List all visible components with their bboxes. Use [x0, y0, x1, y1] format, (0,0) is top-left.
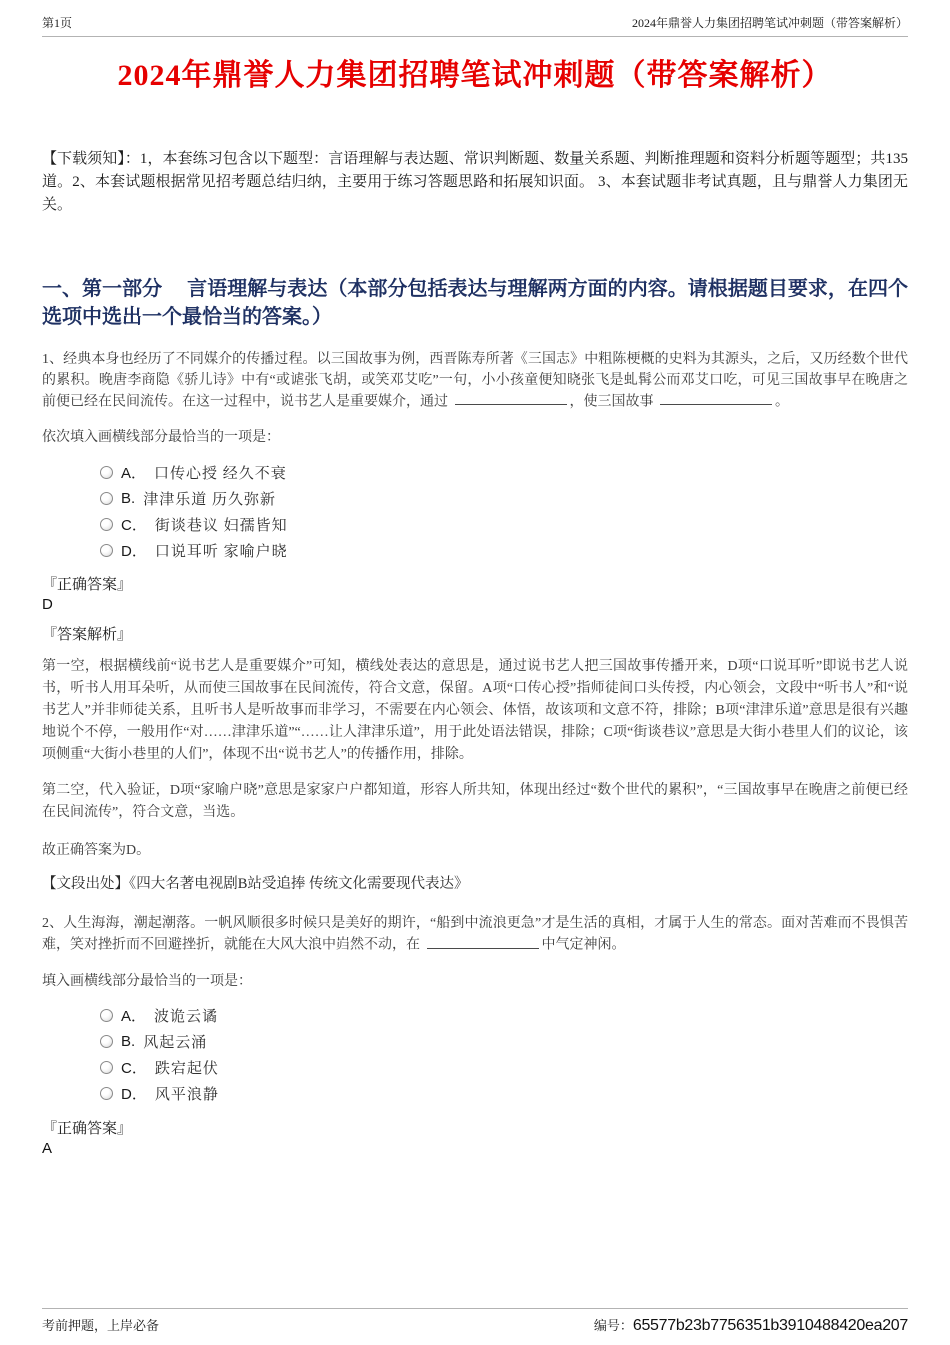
header-doc-title: 2024年鼎誉人力集团招聘笔试冲刺题（带答案解析）: [631, 16, 908, 30]
question-1-stem-text: 1、经典本身也经历了不同媒介的传播过程。以三国故事为例，西晋陈寿所著《三国志》中粗陈梗概的史料为其源头，之后，又历经数个世代的累积。晚唐李商隐《骄儿诗》中有“或谑张飞胡，或笑邓艾吃”一句，小小孩童便知晓张飞是虬髯公而邓艾口吃，可见三国故事早在晚唐之前便已经在民间流传。在这一过程中，说书艺人是重要媒介，通过: [42, 352, 908, 410]
radio-button-icon[interactable]: [100, 466, 113, 479]
option-text: 风平浪静: [154, 1087, 219, 1104]
footer-slogan: 考前押题，上岸必备: [42, 1318, 160, 1333]
source-text: 【文段出处】《四大名著电视剧B站受追捧 传统文化需要现代表达》: [42, 876, 469, 893]
option-letter: C．: [121, 516, 147, 534]
question-2-stem: [42, 913, 908, 955]
correct-answer-value: D: [42, 596, 53, 614]
blank-underline: [427, 934, 539, 948]
analysis-paragraph-1: 第一空，根据横线前“说书艺人是重要媒介”可知，横线处表达的意思是，通过说书艺人把三国故事传播开来，D项“口说耳听”即说书艺人说书，听书人用耳朵听，从而使三国故事在民间流传，符合文意，保留。A项“口传心授”指师徒间口头传授，内心领会，文段中“听书人”和“说书艺人”并非师徒关系，且听书人是听故事而非学习，不需要在内心领会、体悟，故该项和文意不符，排除；B项“津津乐道”意思是很有兴趣地说个不停，一般用作“对……津津乐道”“……让人津津乐道”，用于此处语法错误，排除；C项“街谈巷议”意思是大街小巷里人们的议论，该项侧重“大街小巷里的人们”，体现不出“说书艺人”的传播作用，排除。: [42, 659, 908, 763]
question-1-stem-text: ，使三国故事: [569, 394, 654, 410]
question-1-stem: [42, 349, 908, 412]
option-row-b[interactable]: [100, 1029, 908, 1055]
option-row-b[interactable]: [100, 485, 908, 511]
option-letter: B.: [121, 1033, 136, 1051]
option-row-c[interactable]: [100, 1055, 908, 1081]
option-text: 跌宕起伏: [154, 1061, 219, 1078]
option-letter: D．: [121, 1086, 147, 1104]
option-row-d[interactable]: [100, 537, 908, 563]
question-1-stem-text: 。: [775, 394, 789, 410]
blank-underline: [455, 391, 567, 405]
radio-button-icon[interactable]: [100, 1061, 113, 1074]
question-2: [42, 913, 908, 1156]
option-text: 口说耳听 家喻户晓: [154, 543, 288, 560]
question-1-options: [100, 459, 908, 563]
option-text: 津津乐道 历久弥新: [143, 491, 276, 508]
correct-answer-label: 『正确答案』: [42, 1120, 133, 1137]
doc-code-label: 编号：: [593, 1318, 633, 1333]
doc-code-value: 65577b23b7756351b3910488420ea207: [632, 1317, 908, 1334]
radio-button-icon[interactable]: [100, 1087, 113, 1100]
question-2-prompt: 填入画横线部分最恰当的一项是：: [42, 973, 252, 989]
question-1-prompt: 依次填入画横线部分最恰当的一项是：: [42, 430, 280, 446]
option-letter: A．: [121, 1008, 147, 1026]
correct-answer-label: 『正确答案』: [42, 577, 133, 594]
analysis-paragraph-2: 第二空，代入验证，D项“家喻户晓”意思是家家户户都知道，形容人所共知，体现出经过“数个世代的累积”，“三国故事早在晚唐之前便已经在民间流传”，符合文意，当选。: [42, 783, 908, 821]
radio-button-icon[interactable]: [100, 544, 113, 557]
radio-button-icon[interactable]: [100, 1035, 113, 1048]
page-number: 第1页: [42, 16, 73, 30]
page-header: [42, 14, 908, 37]
page-footer: [42, 1308, 908, 1335]
option-text: 街谈巷议 妇孺皆知: [154, 517, 288, 534]
option-text: 风起云涌: [143, 1035, 208, 1052]
option-row-a[interactable]: [100, 459, 908, 485]
question-1: [42, 349, 908, 893]
download-notice: 【下载须知】：1，本套练习包含以下题型：言语理解与表达题、常识判断题、数量关系题、判断推理题和资料分析题等题型；共135道。2、本套试题根据常见招考题总结归纳，主要用于练习答题思路和拓展知识面。 3、本套试题非考试真题，且与鼎誉人力集团无关。: [42, 151, 908, 213]
analysis-label: 『答案解析』: [42, 627, 133, 644]
option-letter: D．: [121, 542, 147, 560]
option-letter: C．: [121, 1060, 147, 1078]
radio-button-icon[interactable]: [100, 1009, 113, 1022]
question-2-stem-text: 2、人生海海，潮起潮落。一帆风顺很多时候只是美好的期许，“船到中流浪更急”才是生活的真相，才属于人生的常态。面对苦难而不畏惧苦难，笑对挫折而不回避挫折，就能在大风大浪中岿然不动，在: [42, 916, 908, 953]
option-letter: B.: [121, 489, 136, 507]
option-row-d[interactable]: [100, 1081, 908, 1107]
option-text: 口传心授 经久不衰: [154, 465, 287, 482]
radio-button-icon[interactable]: [100, 492, 113, 505]
question-2-options: [100, 1003, 908, 1107]
correct-answer-value: A: [42, 1139, 53, 1157]
section-heading: 一、第一部分 言语理解与表达（本部分包括表达与理解两方面的内容。请根据题目要求，在四个选项中选出一个最恰当的答案。）: [42, 278, 908, 328]
option-row-c[interactable]: [100, 511, 908, 537]
conclusion-text: 故正确答案为D。: [42, 843, 151, 859]
option-text: 波诡云谲: [154, 1009, 219, 1026]
blank-underline: [660, 391, 772, 405]
radio-button-icon[interactable]: [100, 518, 113, 531]
doc-title: 2024年鼎誉人力集团招聘笔试冲刺题（带答案解析）: [117, 59, 833, 92]
option-row-a[interactable]: [100, 1003, 908, 1029]
option-letter: A．: [121, 464, 147, 482]
question-2-stem-text: 中气定神闲。: [541, 937, 626, 953]
footer-doc-code: [594, 1315, 908, 1335]
